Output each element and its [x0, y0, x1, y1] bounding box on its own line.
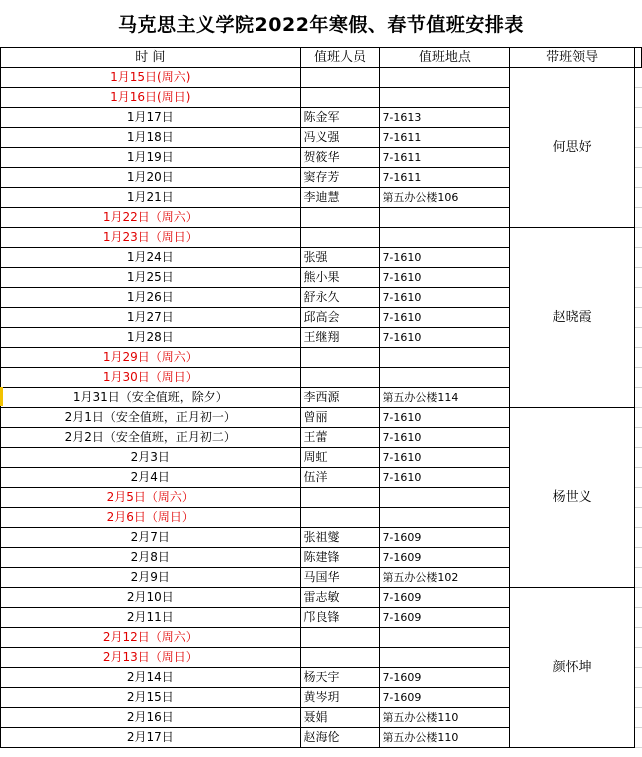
- person-cell[interactable]: 周虹: [300, 448, 380, 468]
- empty-cell[interactable]: [634, 168, 641, 188]
- empty-cell[interactable]: [634, 508, 641, 528]
- place-cell[interactable]: 7-1610: [380, 308, 510, 328]
- place-cell[interactable]: 7-1609: [380, 668, 510, 688]
- person-cell[interactable]: [300, 208, 380, 228]
- empty-cell[interactable]: [634, 428, 641, 448]
- empty-cell[interactable]: [634, 408, 641, 428]
- person-cell[interactable]: [300, 68, 380, 88]
- time-cell[interactable]: 1月19日: [1, 148, 301, 168]
- time-cell[interactable]: 2月16日: [1, 708, 301, 728]
- empty-cell[interactable]: [634, 48, 641, 68]
- time-cell[interactable]: 2月10日: [1, 588, 301, 608]
- time-cell[interactable]: 1月29日（周六）: [1, 348, 301, 368]
- person-cell[interactable]: 李西源: [300, 388, 380, 408]
- place-cell[interactable]: 7-1609: [380, 528, 510, 548]
- place-cell[interactable]: 7-1610: [380, 428, 510, 448]
- header-person[interactable]: 值班人员: [300, 48, 380, 68]
- time-cell[interactable]: 2月7日: [1, 528, 301, 548]
- time-cell[interactable]: 1月22日（周六）: [1, 208, 301, 228]
- empty-cell[interactable]: [634, 248, 641, 268]
- leader-cell[interactable]: 颜怀坤: [510, 588, 635, 748]
- place-cell[interactable]: 7-1609: [380, 588, 510, 608]
- place-cell[interactable]: 第五办公楼110: [380, 708, 510, 728]
- place-cell[interactable]: [380, 68, 510, 88]
- leader-cell[interactable]: 何思妤: [510, 68, 635, 228]
- empty-cell[interactable]: [634, 208, 641, 228]
- empty-cell[interactable]: [634, 668, 641, 688]
- person-cell[interactable]: 熊小果: [300, 268, 380, 288]
- time-cell[interactable]: 1月16日(周日): [1, 88, 301, 108]
- empty-cell[interactable]: [634, 88, 641, 108]
- place-cell[interactable]: [380, 628, 510, 648]
- place-cell[interactable]: [380, 208, 510, 228]
- person-cell[interactable]: [300, 508, 380, 528]
- leader-cell[interactable]: 赵晓霞: [510, 228, 635, 408]
- header-leader[interactable]: 带班领导: [510, 48, 635, 68]
- place-cell[interactable]: [380, 228, 510, 248]
- person-cell[interactable]: 窦存芳: [300, 168, 380, 188]
- place-cell[interactable]: 7-1611: [380, 148, 510, 168]
- empty-cell[interactable]: [634, 288, 641, 308]
- person-cell[interactable]: 马国华: [300, 568, 380, 588]
- table-row: [1, 588, 642, 608]
- place-cell[interactable]: 第五办公楼106: [380, 188, 510, 208]
- schedule-table: [0, 47, 642, 748]
- time-cell[interactable]: 1月25日: [1, 268, 301, 288]
- empty-cell[interactable]: [634, 588, 641, 608]
- empty-cell[interactable]: [634, 348, 641, 368]
- empty-cell[interactable]: [634, 728, 641, 748]
- table-row: [1, 68, 642, 88]
- place-cell[interactable]: 7-1610: [380, 248, 510, 268]
- time-cell[interactable]: 2月8日: [1, 548, 301, 568]
- person-cell[interactable]: 王继翔: [300, 328, 380, 348]
- place-cell[interactable]: [380, 488, 510, 508]
- place-cell[interactable]: 7-1610: [380, 448, 510, 468]
- person-cell[interactable]: [300, 368, 380, 388]
- place-cell[interactable]: 7-1610: [380, 408, 510, 428]
- empty-cell[interactable]: [634, 68, 641, 88]
- empty-cell[interactable]: [634, 188, 641, 208]
- time-cell[interactable]: 2月3日: [1, 448, 301, 468]
- table-row: [1, 228, 642, 248]
- place-cell[interactable]: 7-1611: [380, 168, 510, 188]
- schedule-title: 马克思主义学院2022年寒假、春节值班安排表: [0, 0, 642, 48]
- person-cell[interactable]: 赵海伦: [300, 728, 380, 748]
- leader-cell[interactable]: 杨世义: [510, 408, 635, 588]
- person-cell[interactable]: [300, 348, 380, 368]
- selected-row-marker: [0, 387, 3, 406]
- place-cell[interactable]: 7-1610: [380, 268, 510, 288]
- person-cell[interactable]: 王蕾: [300, 428, 380, 448]
- person-cell[interactable]: 邱高会: [300, 308, 380, 328]
- time-cell[interactable]: 1月30日（周日）: [1, 368, 301, 388]
- time-cell[interactable]: 2月1日（安全值班，正月初一）: [1, 408, 301, 428]
- empty-cell[interactable]: [634, 488, 641, 508]
- person-cell[interactable]: 冯义强: [300, 128, 380, 148]
- time-cell[interactable]: 1月26日: [1, 288, 301, 308]
- place-cell[interactable]: 第五办公楼110: [380, 728, 510, 748]
- empty-cell[interactable]: [634, 308, 641, 328]
- empty-cell[interactable]: [634, 548, 641, 568]
- empty-cell[interactable]: [634, 468, 641, 488]
- time-cell[interactable]: 1月18日: [1, 128, 301, 148]
- place-cell[interactable]: 7-1610: [380, 328, 510, 348]
- place-cell[interactable]: [380, 648, 510, 668]
- person-cell[interactable]: [300, 488, 380, 508]
- place-cell[interactable]: [380, 348, 510, 368]
- empty-cell[interactable]: [634, 228, 641, 248]
- empty-cell[interactable]: [634, 708, 641, 728]
- time-cell[interactable]: 2月2日（安全值班，正月初二）: [1, 428, 301, 448]
- time-cell[interactable]: 1月21日: [1, 188, 301, 208]
- place-cell[interactable]: 7-1611: [380, 128, 510, 148]
- table-row: [1, 408, 642, 428]
- time-cell[interactable]: 2月13日（周日）: [1, 648, 301, 668]
- time-cell[interactable]: 2月5日（周六）: [1, 488, 301, 508]
- place-cell[interactable]: 7-1613: [380, 108, 510, 128]
- person-cell[interactable]: [300, 88, 380, 108]
- person-cell[interactable]: [300, 648, 380, 668]
- person-cell[interactable]: 雷志敏: [300, 588, 380, 608]
- person-cell[interactable]: 曾丽: [300, 408, 380, 428]
- time-cell[interactable]: 1月28日: [1, 328, 301, 348]
- place-cell[interactable]: 7-1609: [380, 608, 510, 628]
- time-cell[interactable]: 1月20日: [1, 168, 301, 188]
- empty-cell[interactable]: [634, 648, 641, 668]
- person-cell[interactable]: 邝良锋: [300, 608, 380, 628]
- place-cell[interactable]: [380, 368, 510, 388]
- person-cell[interactable]: 聂娟: [300, 708, 380, 728]
- place-cell[interactable]: 第五办公楼114: [380, 388, 510, 408]
- person-cell[interactable]: 张祖燮: [300, 528, 380, 548]
- place-cell[interactable]: 7-1610: [380, 288, 510, 308]
- person-cell[interactable]: 舒永久: [300, 288, 380, 308]
- empty-cell[interactable]: [634, 128, 641, 148]
- person-cell[interactable]: 贺筱华: [300, 148, 380, 168]
- time-cell[interactable]: 2月17日: [1, 728, 301, 748]
- place-cell[interactable]: 7-1609: [380, 548, 510, 568]
- empty-cell[interactable]: [634, 608, 641, 628]
- time-cell[interactable]: 1月24日: [1, 248, 301, 268]
- time-cell[interactable]: 1月17日: [1, 108, 301, 128]
- person-cell[interactable]: 张强: [300, 248, 380, 268]
- empty-cell[interactable]: [634, 368, 641, 388]
- place-cell[interactable]: [380, 508, 510, 528]
- schedule-table-container: [0, 47, 642, 748]
- time-cell[interactable]: 2月14日: [1, 668, 301, 688]
- person-cell[interactable]: 陈金军: [300, 108, 380, 128]
- empty-cell[interactable]: [634, 528, 641, 548]
- empty-cell[interactable]: [634, 268, 641, 288]
- empty-cell[interactable]: [634, 328, 641, 348]
- empty-cell[interactable]: [634, 108, 641, 128]
- person-cell[interactable]: 杨天宇: [300, 668, 380, 688]
- schedule-body: [1, 68, 642, 748]
- time-cell[interactable]: 2月11日: [1, 608, 301, 628]
- place-cell[interactable]: [380, 88, 510, 108]
- place-cell[interactable]: 第五办公楼102: [380, 568, 510, 588]
- place-cell[interactable]: 7-1609: [380, 688, 510, 708]
- person-cell[interactable]: [300, 228, 380, 248]
- header-time[interactable]: 时 间: [1, 48, 301, 68]
- time-cell[interactable]: 2月15日: [1, 688, 301, 708]
- header-row: [1, 48, 642, 68]
- empty-cell[interactable]: [634, 688, 641, 708]
- empty-cell[interactable]: [634, 628, 641, 648]
- empty-cell[interactable]: [634, 568, 641, 588]
- empty-cell[interactable]: [634, 448, 641, 468]
- person-cell[interactable]: 陈建锋: [300, 548, 380, 568]
- person-cell[interactable]: 李迪慧: [300, 188, 380, 208]
- time-cell[interactable]: 1月27日: [1, 308, 301, 328]
- header-place[interactable]: 值班地点: [380, 48, 510, 68]
- time-cell[interactable]: 1月31日（安全值班，除夕）: [1, 388, 301, 408]
- place-cell[interactable]: 7-1610: [380, 468, 510, 488]
- time-cell[interactable]: 1月15日(周六): [1, 68, 301, 88]
- time-cell[interactable]: 2月4日: [1, 468, 301, 488]
- time-cell[interactable]: 2月12日（周六）: [1, 628, 301, 648]
- person-cell[interactable]: [300, 628, 380, 648]
- time-cell[interactable]: 1月23日（周日）: [1, 228, 301, 248]
- time-cell[interactable]: 2月6日（周日）: [1, 508, 301, 528]
- person-cell[interactable]: 伍洋: [300, 468, 380, 488]
- person-cell[interactable]: 黄岑玥: [300, 688, 380, 708]
- empty-cell[interactable]: [634, 148, 641, 168]
- time-cell[interactable]: 2月9日: [1, 568, 301, 588]
- empty-cell[interactable]: [634, 388, 641, 408]
